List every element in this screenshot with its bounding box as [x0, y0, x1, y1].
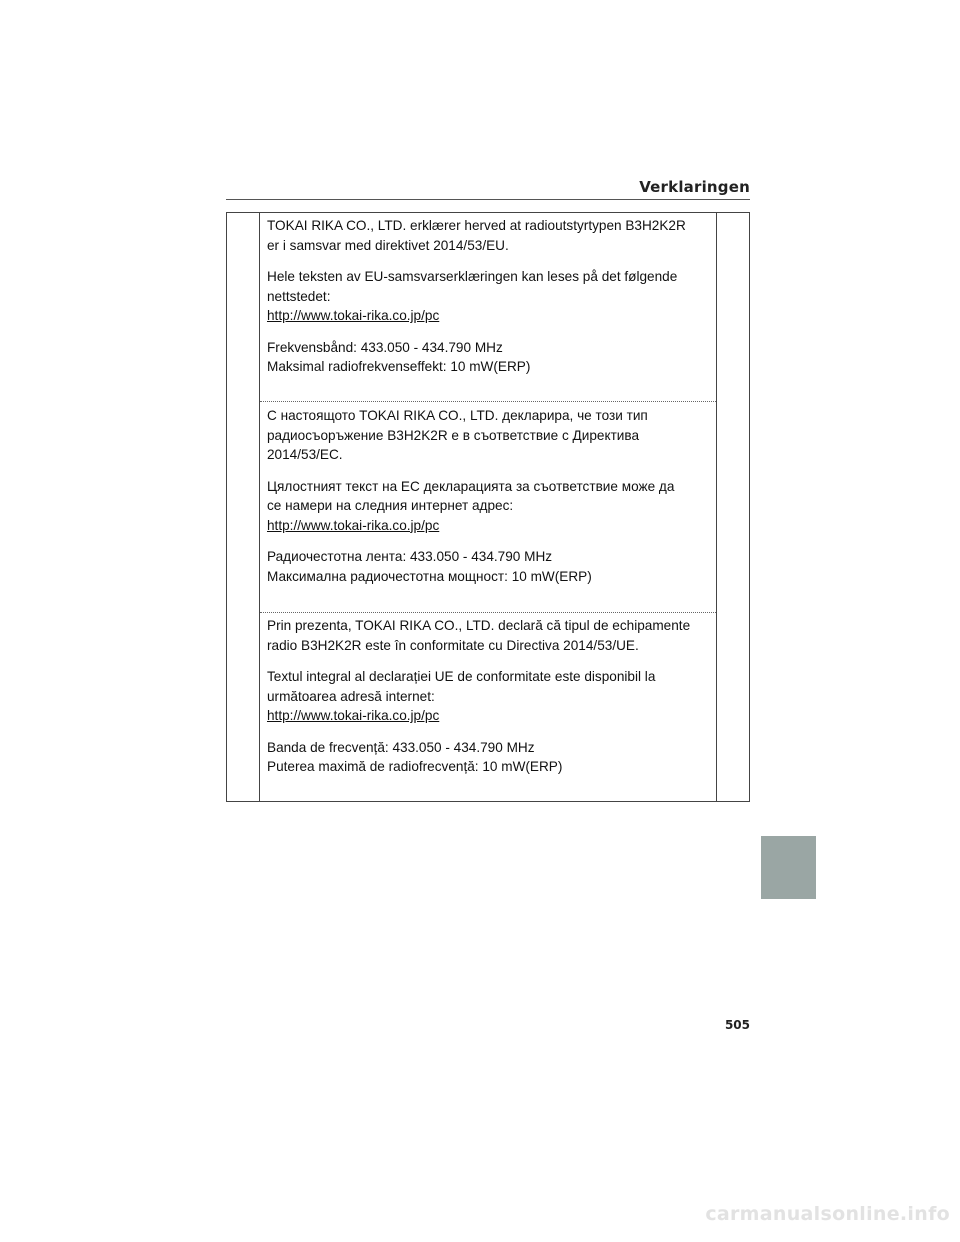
header-rule	[226, 199, 750, 200]
website-link[interactable]: http://www.tokai-rika.co.jp/pc	[267, 517, 440, 533]
declaration-column	[259, 213, 717, 801]
text-line: nettstedet:	[267, 288, 331, 304]
declaration-paragraph	[267, 216, 709, 255]
text-line: С настоящото TOKAI RIKA CO., LTD. декларира, че този тип	[267, 408, 648, 423]
frequency-band: Banda de frecvență: 433.050 - 434.790 MHz	[267, 739, 535, 755]
chapter-side-tab	[761, 836, 816, 899]
declaration-paragraph	[267, 616, 709, 655]
link-paragraph	[267, 706, 709, 726]
page-number: 505	[724, 1018, 750, 1032]
declaration-section-bulgarian	[260, 405, 716, 598]
frequency-paragraph	[267, 338, 709, 377]
text-line: următoarea adresă internet:	[267, 688, 435, 704]
text-line: er i samsvar med direktivet 2014/53/EU.	[267, 237, 509, 253]
frequency-paragraph	[267, 738, 709, 777]
declaration-paragraph	[267, 667, 709, 706]
text-line: Prin prezenta, TOKAI RIKA CO., LTD. declară că tipul de echipamente	[267, 618, 691, 633]
max-power: Maksimal radiofrekvenseffekt: 10 mW(ERP)	[267, 359, 531, 374]
max-power: Puterea maximă de radiofrecvență: 10 mW(ERP)	[267, 759, 563, 774]
section-divider	[260, 612, 716, 613]
declaration-table	[226, 212, 750, 802]
text-line: Textul integral al declarației UE de conformitate este disponibil la	[267, 669, 656, 684]
max-power: Максимална радиочестотна мощност: 10 mW(ERP)	[267, 568, 592, 584]
text-line: TOKAI RIKA CO., LTD. erklærer herved at radioutstyrtypen B3H2K2R	[267, 218, 686, 233]
declaration-section-romanian	[260, 615, 716, 789]
text-line: радиосъоръжение B3H2K2R е в съответствие с Директива	[267, 427, 640, 443]
text-line: 2014/53/ЕС.	[267, 447, 343, 462]
page-header-title: Verklaringen	[639, 178, 750, 196]
declaration-section-norwegian	[260, 215, 716, 389]
declaration-paragraph	[267, 477, 709, 516]
text-line: radio B3H2K2R este în conformitate cu Directiva 2014/53/UE.	[267, 637, 639, 653]
link-paragraph	[267, 306, 709, 326]
frequency-band: Frekvensbånd: 433.050 - 434.790 MHz	[267, 339, 503, 355]
link-paragraph	[267, 516, 709, 536]
website-link[interactable]: http://www.tokai-rika.co.jp/pc	[267, 708, 440, 723]
text-line: се намери на следния интернет адрес:	[267, 498, 514, 513]
text-line: Цялостният текст на ЕС декларацията за съответствие може да	[267, 478, 675, 494]
website-link[interactable]: http://www.tokai-rika.co.jp/pc	[267, 308, 440, 323]
watermark-text: carmanualsonline.info	[705, 1203, 950, 1225]
frequency-paragraph	[267, 547, 709, 586]
section-divider	[260, 401, 716, 402]
text-line: Hele teksten av EU-samsvarserklæringen kan leses på det følgende	[267, 269, 678, 284]
declaration-paragraph	[267, 267, 709, 306]
frequency-band: Радиочестотна лента: 433.050 - 434.790 MHz	[267, 549, 553, 564]
declaration-paragraph	[267, 406, 709, 465]
